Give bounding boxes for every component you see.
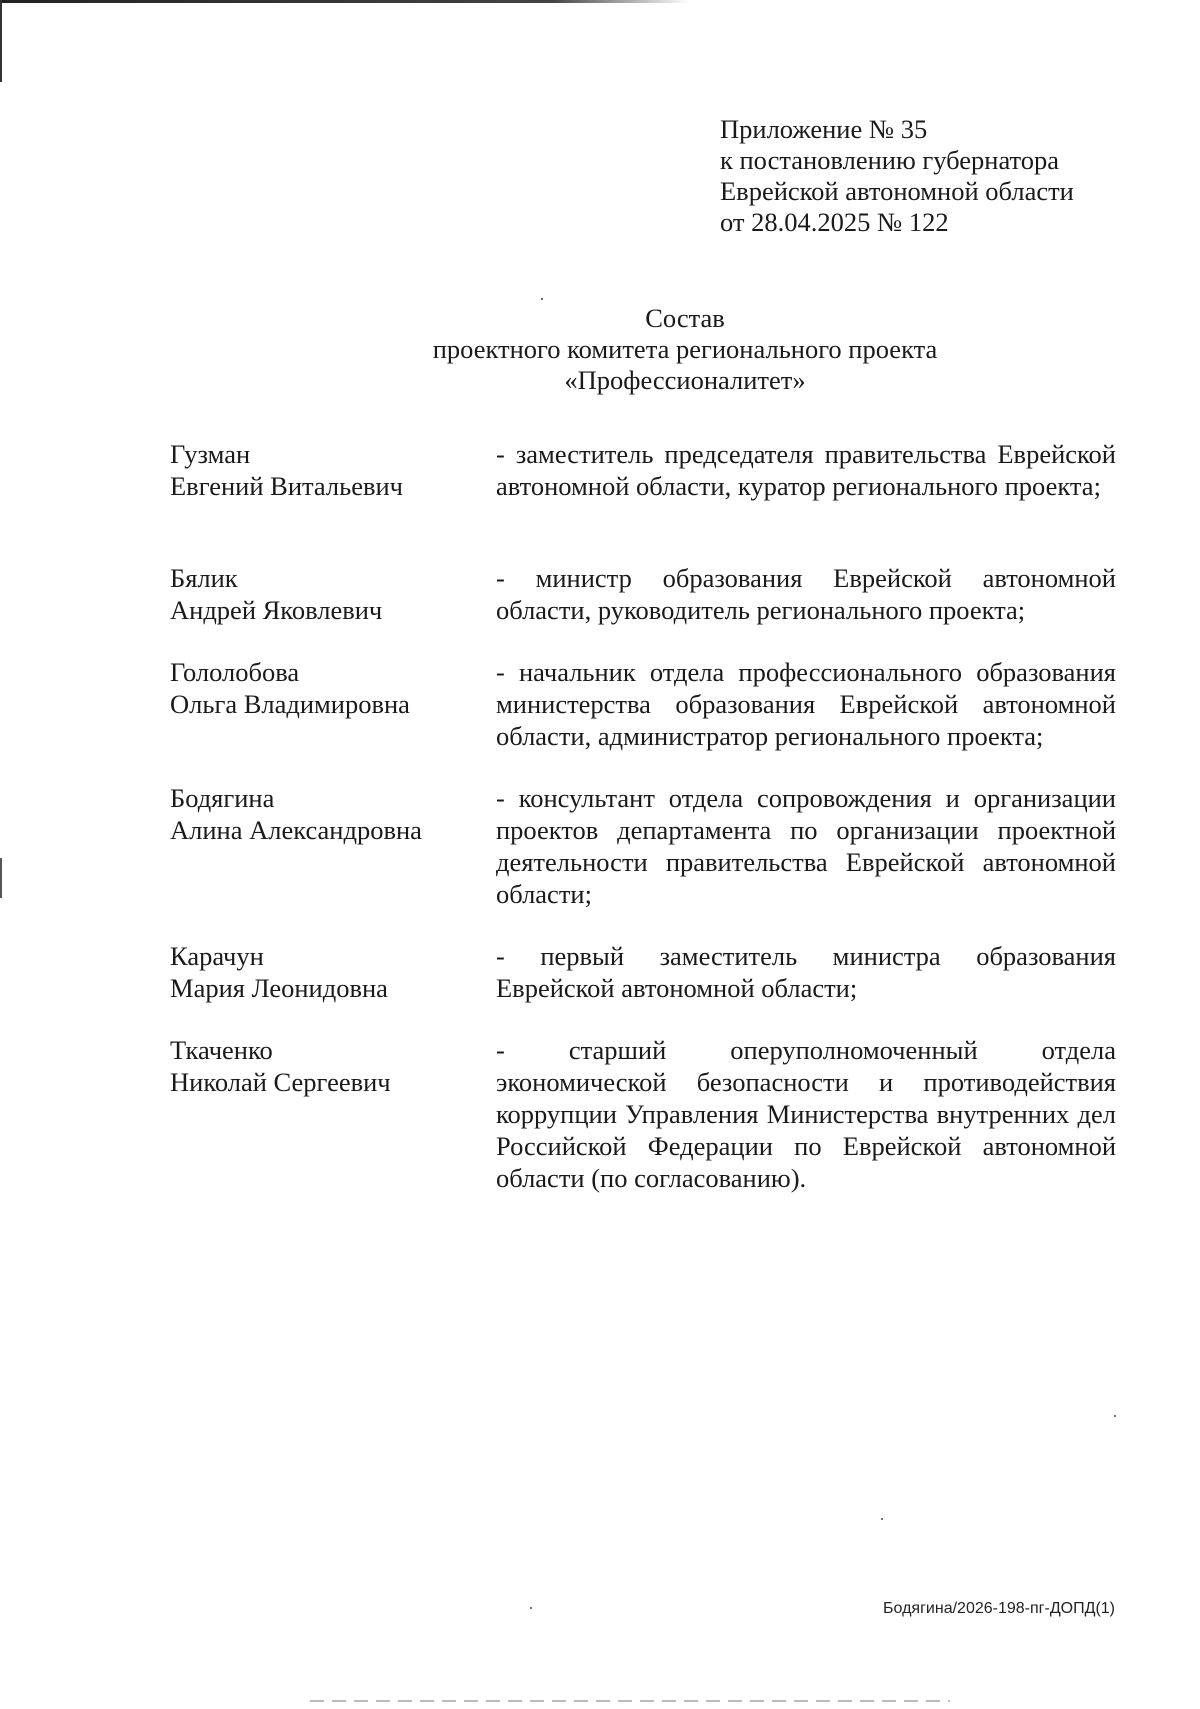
member-given-name: Алина Александровна: [170, 815, 422, 845]
committee-member: [170, 1034, 1116, 1194]
appendix-number: Приложение № 35: [720, 114, 928, 144]
member-given-name: Мария Леонидовна: [170, 973, 388, 1003]
member-surname: Бялик: [170, 563, 238, 593]
member-given-name: Николай Сергеевич: [170, 1067, 391, 1097]
member-surname: Ткаченко: [170, 1035, 273, 1065]
title-line: Состав: [645, 303, 725, 333]
scan-speck: [881, 1518, 883, 1520]
committee-member: [170, 562, 1116, 626]
committee-member-list: [170, 438, 1116, 1194]
member-given-name: Ольга Владимировна: [170, 689, 410, 719]
scan-border-left: [0, 858, 2, 898]
member-surname: Бодягина: [170, 783, 275, 813]
scan-border-top: [0, 0, 690, 3]
scan-border-left: [0, 0, 2, 82]
member-name: [170, 438, 488, 502]
document-footer-code: Бодягина/2026-198-пг-ДОПД(1): [883, 1600, 1115, 1617]
committee-member: [170, 656, 1116, 752]
committee-member: [170, 782, 1116, 910]
appendix-reference: к постановлению губернатора: [720, 145, 1060, 175]
member-surname: Карачун: [170, 941, 264, 971]
member-name: [170, 562, 488, 626]
scan-speck: [530, 1607, 532, 1609]
member-given-name: Евгений Витальевич: [170, 471, 404, 501]
committee-member: [170, 438, 1116, 502]
member-surname: Гололобова: [170, 657, 300, 687]
document-title: [280, 303, 1090, 396]
title-line: «Профессионалитет»: [564, 365, 806, 395]
committee-member: [170, 940, 1116, 1004]
member-name: [170, 782, 488, 910]
member-surname: Гузман: [170, 439, 251, 469]
scan-speck: [1114, 1415, 1116, 1417]
member-given-name: Андрей Яковлевич: [170, 595, 383, 625]
member-role: - министр образования Еврейской автономной области, руководитель регионального проекта;: [496, 563, 1116, 625]
appendix-header: [720, 114, 1074, 238]
member-name: [170, 656, 488, 752]
member-name: [170, 940, 488, 1004]
member-name: [170, 1034, 488, 1194]
member-role: - консультант отдела сопровождения и организации проектов департамента по организации проектной деятельности правительства Еврейской автономной области;: [496, 783, 1116, 909]
member-role: - первый заместитель министра образования Еврейской автономной области;: [496, 941, 1116, 1003]
member-role: - заместитель председателя правительства Еврейской автономной области, куратор регионального проекта;: [496, 439, 1116, 501]
member-role: - старший оперуполномоченный отдела экономической безопасности и противодействия коррупции Управления Министерства внутренних дел Российской Федерации по Еврейской автономной области (по согласованию).: [496, 1035, 1116, 1193]
scan-speck: [541, 298, 543, 300]
appendix-date: от 28.04.2025 № 122: [720, 207, 949, 237]
title-line: проектного комитета регионального проекта: [432, 334, 938, 364]
appendix-region: Еврейской автономной области: [720, 176, 1074, 206]
member-role: - начальник отдела профессионального образования министерства образования Еврейской автономной области, администратор регионального проекта;: [496, 657, 1116, 751]
scan-border-bottom: [310, 1700, 950, 1702]
